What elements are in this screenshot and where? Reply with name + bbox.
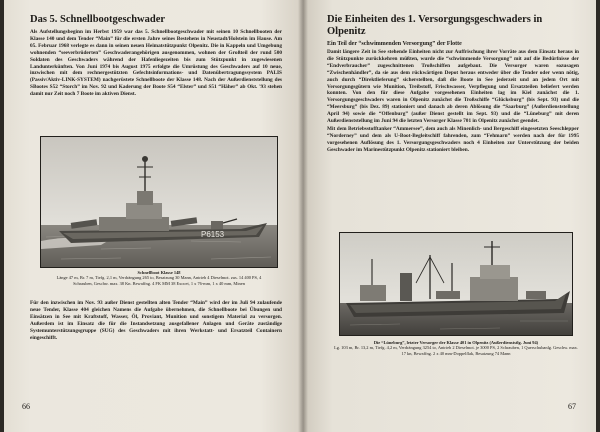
right-page-title: Die Einheiten des 1. Versorgungsgeschwaders in Olpenitz [327, 14, 543, 37]
speedboat-photo [40, 136, 278, 268]
left-body-paragraph: Für den inzwischen im Nov. 93 außer Dienst gestellten alten Tender “Main” wird der im Juli 94 zulaufende neue Tender, Klasse 404 gleichen Namens die Aufgabe übernehmen, die Schnellboote bei Übungen und Einsätzen in See mit Kraftstoff, Wasser, Öl, Proviant, Munition und sonstigem Material zu versorgen. Außerdem ist im Einsatz die für die Instandsetzung ausgefallener Anlagen und Geräte zuständige Systemunterstützungsgruppe (SUG) des Geschwaders mit ihren Werkstatt- und Ersatzteil Containern eingeschifft. [30, 300, 282, 341]
page-number-left: 66 [22, 402, 30, 411]
right-body-paragraph-2: Mit dem Betriebsstofftanker “Ammersee”, dem auch als Minenlich- und Bergeschiff eingesetzten Seeschlepper “Norderney” und dem als U-Boot-Begleitschiff fahrenden, zum “Fehmarn” werden nach der für 1995 vorgesehenen Auflösung des 1. Versorgungsgeschwaders noch 4 Einheiten zur Unterstützung der beiden Geschwader im Marinestützpunkt Olpenitz stationiert bleiben. [327, 125, 579, 153]
supply-ship-photo [339, 232, 573, 336]
supply-ship-caption-text: Lg. 103 m, Br. 13,2 m, Tiefg. 4,2 m, Verdrängung 3254 to, Antrieb 2 Dieselmot. je 3000 PS, 2 Schrauben, 1 Querschubanlg. Geschw. max. 17 kn, Bewaffng. 2 x 40 mm-Doppelflak, Besatzung 74 Mann [334, 345, 578, 356]
page-number-right: 67 [568, 402, 576, 411]
speedboat-caption-text: Länge 47 m, Br. 7 m, Tiefg. 2,1 m, Verdrängung 265 to, Besatzung 30 Mann, Antrieb 4 Dieselmot. zus. 14 400 PS, 4 Schrauben, Geschw. max. 38 Kn. Bewaffng. 4 FK MM 38 Exocet, 1 x 76-mm, 1 x 40 mm, Minen [56, 275, 262, 286]
right-page [303, 0, 600, 432]
supply-ship-caption-title: Die “Lüneburg”, letzter Versorger der Klasse 401 in Olpenitz (Außerdienststlg. Juni 94) [373, 340, 539, 345]
right-page-subtitle: Ein Teil der “schwimmenden Versorgung” der Flotte [327, 41, 462, 47]
left-page-content [30, 14, 282, 98]
page-edge [596, 0, 600, 432]
bow-number: P6153 [201, 230, 225, 239]
speedboat-caption [54, 270, 264, 286]
left-page-lower-content [30, 300, 282, 341]
left-intro-paragraph: Als Aufstellungsbeginn im Herbst 1959 war das 5. Schnellbootgeschwader mit seinen 10 Schnellbooten der Klasse 140 und dem Tender “Main” für die ersten Jahre seines Bestehens in Neustadt/Holstein im Hause. Am 05. Februar 1968 verlegte es dann in seinen neuen Heimatstützpunkt Olpenitz. Die in Kappeln und Umgebung wohnenden “seeverbrüderten” Geschwaderangehörigen ausgenommen, wohnen der Großteil der rund 500 Soldaten des Geschwaders während der Hafenliegezeiten bis zum Stützpunkt in zugewiesenen Landunterkünften. Von Juni 1974 bis August 1975 erfolgte die Umrüstung des Geschwaders auf 10 neue, inzwischen mit dem rechnergestützten Gefechtsinformations- und Datenübertragungssystem PALIS (Passiv/Aktiv-LINK-SYSTEM) nachgerüstete Schnellboote der Klasse 148. Nach der Außerdienststellung des SBootes S52 “Storch” im Nov. 92 und Kaderung der Boote S54 “Elster” und S51 “Häher” ab Okt. '93 stehen damit nur Zeit noch 7 Boote im aktiven Dienst. [30, 29, 282, 98]
right-body-paragraph: Damit längere Zeit in See stehende Einheiten nicht zur Auffrischung ihrer Vorräte aus dem Einsatz heraus in die Stützpunkte zurückkehren müßten, wurde die “schwimmende Versorgung” mit auf die Bedürfnisse der “Endverbraucher” zugeschnittenen Troßschiffen aufgebaut. Die Versorger waren sozusagen “Zwischenhändler”, da sie aus dem rückwärtigen Depot heraus entweder über die Tender oder wenn nötig, auch durch “Direktlieferung” sicherstellten, daß die Boote in See jederzeit und an jedem Ort mit Versorgungsgütern wie Munition, Treibstoff, Frischwasser, Verpflegung und Ersatzteilen beliefert werden konnten. Von den für diese Aufgabe vorgesehenen Einheiten lag im Kiel zunächst die 1. Versorgungsgeschwaders waren in Olpenitz zunächst die Troßschiffe “Glücksburg” (bis Sept. 93) und die “Meersburg” (bis Dez. 89) stationiert und danach ab deren Ablösung die “Saarburg” (Außerdienststellung April 94) sowie die “Offenburg” (außer Dienst gestellt im Sept. 93) und die “Lüneburg” mit deren Außerdienststellung im Juni 94 die letzten Versorger Klasse 701 in Olpenitz zunächst geendet. [327, 49, 579, 125]
book-gutter [298, 0, 308, 432]
right-page-content [327, 14, 579, 154]
supply-ship-caption [333, 340, 579, 356]
page-edge [0, 0, 4, 432]
speedboat-caption-title: Schnellboot Klasse 148 [137, 270, 181, 275]
left-page-title: Das 5. Schnellbootgeschwader [30, 14, 166, 25]
